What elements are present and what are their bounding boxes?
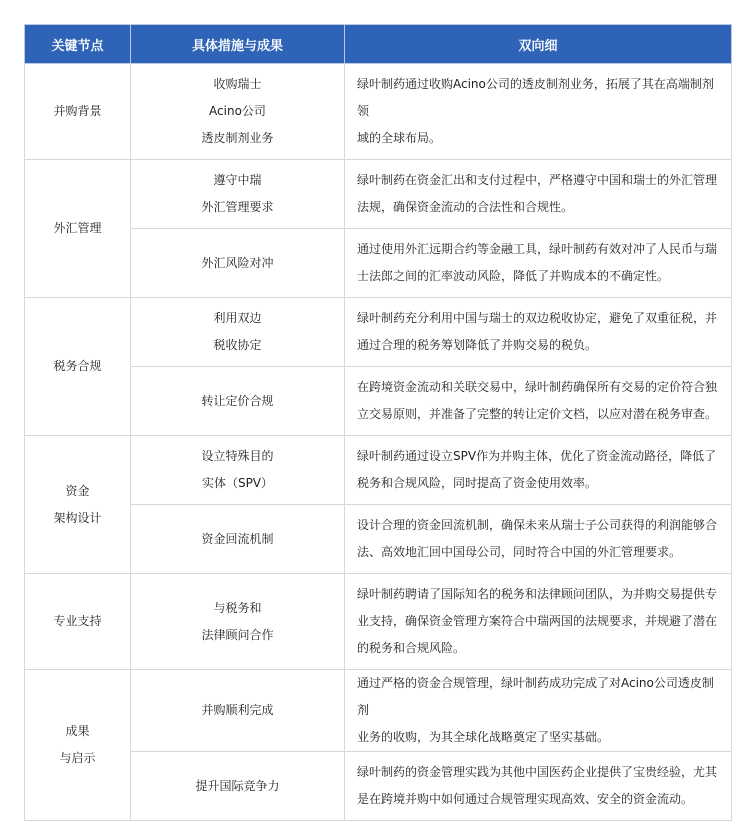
cell-text-line: 资金: [65, 483, 90, 498]
cell-text-line: 外汇风险对冲: [201, 255, 274, 270]
cell-text-line: 法、高效地汇回中国母公司，同时符合中国的外汇管理要求。: [357, 545, 682, 559]
measure-cell: [131, 298, 345, 367]
cell-text-line: 法律顾问合作: [201, 627, 274, 642]
table-row: [25, 229, 732, 298]
cell-text-line: 绿叶制药的资金管理实践为其他中国医药企业提供了宝贵经验，尤其: [357, 765, 718, 779]
key-node-cell: [25, 574, 131, 670]
cell-text-line: 透皮制剂业务: [201, 131, 274, 145]
cell-text-line: 业支持，确保资金管理方案符合中瑞两国的法规要求，并规避了潜在: [357, 614, 718, 628]
header-detail: 双向细: [345, 25, 732, 64]
cell-text-line: 通过合理的税务筹划降低了并购交易的税负。: [357, 338, 598, 352]
cell-text-line: 税务合规: [53, 359, 102, 373]
cell-text-line: 通过使用外汇远期合约等金融工具，绿叶制药有效对冲了人民币与瑞: [357, 242, 718, 256]
cell-text-line: 并购顺利完成: [201, 703, 274, 717]
table-header-row: [25, 25, 732, 64]
detail-cell: [345, 298, 732, 367]
measure-cell: [131, 436, 345, 505]
comparison-table-container: [24, 24, 732, 821]
cell-text-line: 税收协定: [213, 338, 262, 352]
measure-cell: [131, 160, 345, 229]
header-key-node: 关键节点: [25, 25, 131, 64]
cell-text-line: 绿叶制药充分利用中国与瑞士的双边税收协定，避免了双重征税，并: [357, 311, 718, 325]
cell-text-line: Acino公司: [209, 104, 266, 118]
key-node-cell: [25, 436, 131, 574]
cell-text-line: 并购背景: [53, 104, 102, 118]
table-row: [25, 752, 732, 821]
cell-text-line: 提升国际竞争力: [195, 778, 280, 793]
cell-text-line: 遵守中瑞: [213, 173, 262, 187]
table-row: [25, 670, 732, 752]
cell-text-line: 成果: [65, 724, 90, 738]
detail-cell: [345, 229, 732, 298]
cell-text-line: 转让定价合规: [201, 393, 274, 408]
key-node-cell: [25, 64, 131, 160]
cell-text-line: 实体（SPV）: [201, 476, 274, 490]
cell-text-line: 士法郎之间的汇率波动风险，降低了并购成本的不确定性。: [357, 269, 670, 283]
cell-text-line: 法规，确保资金流动的合法性和合规性。: [357, 200, 574, 214]
table-row: [25, 160, 732, 229]
detail-cell: [345, 160, 732, 229]
detail-cell: [345, 574, 732, 670]
measures-table: [24, 24, 732, 821]
table-row: [25, 64, 732, 160]
measure-cell: [131, 367, 345, 436]
detail-cell: [345, 436, 732, 505]
table-row: [25, 505, 732, 574]
cell-text-line: 与税务和: [213, 600, 262, 615]
table-row: [25, 367, 732, 436]
cell-text-line: 绿叶制药聘请了国际知名的税务和法律顾问团队，为并购交易提供专: [357, 587, 718, 601]
key-node-cell: [25, 670, 131, 821]
cell-text-line: 设计合理的资金回流机制，确保未来从瑞士子公司获得的利润能够合: [357, 518, 718, 532]
cell-text-line: 利用双边: [213, 311, 262, 325]
cell-text-line: 绿叶制药在资金汇出和支付过程中，严格遵守中国和瑞士的外汇管理: [357, 173, 718, 187]
measure-cell: [131, 505, 345, 574]
cell-text-line: 资金回流机制: [201, 531, 274, 546]
cell-text-line: 在跨境资金流动和关联交易中，绿叶制药确保所有交易的定价符合独: [357, 380, 718, 394]
cell-text-line: 与启示: [59, 751, 96, 765]
cell-text-line: 架构设计: [53, 510, 102, 525]
key-node-cell: [25, 298, 131, 436]
cell-text-line: 收购瑞士: [213, 77, 262, 91]
table-row: [25, 298, 732, 367]
table-body: [25, 64, 732, 821]
cell-text-line: 税务和合规风险，同时提高了资金使用效率。: [357, 476, 598, 490]
cell-text-line: 通过严格的资金合规管理，绿叶制药成功完成了对Acino公司透皮制剂: [357, 676, 714, 717]
table-row: [25, 436, 732, 505]
cell-text-line: 外汇管理要求: [201, 200, 274, 214]
detail-cell: [345, 752, 732, 821]
cell-text-line: 外汇管理: [53, 221, 102, 235]
cell-text-line: 立交易原则，并准备了完整的转让定价文档，以应对潜在税务审查。: [357, 407, 718, 421]
detail-cell: [345, 64, 732, 160]
measure-cell: [131, 229, 345, 298]
detail-cell: [345, 670, 732, 752]
cell-text-line: 域的全球布局。: [357, 131, 442, 145]
cell-text-line: 是在跨境并购中如何通过合规管理实现高效、安全的资金流动。: [357, 792, 694, 806]
cell-text-line: 专业支持: [53, 614, 102, 628]
cell-text-line: 业务的收购，为其全球化战略奠定了坚实基础。: [357, 730, 610, 744]
cell-text-line: 的税务和合规风险。: [357, 641, 466, 655]
key-node-cell: [25, 160, 131, 298]
measure-cell: [131, 670, 345, 752]
measure-cell: [131, 752, 345, 821]
detail-cell: [345, 505, 732, 574]
cell-text-line: 绿叶制药通过收购Acino公司的透皮制剂业务，拓展了其在高端制剂领: [357, 77, 714, 118]
cell-text-line: 绿叶制药通过设立SPV作为并购主体，优化了资金流动路径，降低了: [357, 449, 717, 463]
measure-cell: [131, 64, 345, 160]
detail-cell: [345, 367, 732, 436]
table-row: [25, 574, 732, 670]
header-measures: 具体措施与成果: [131, 25, 345, 64]
measure-cell: [131, 574, 345, 670]
cell-text-line: 设立特殊目的: [201, 449, 274, 463]
